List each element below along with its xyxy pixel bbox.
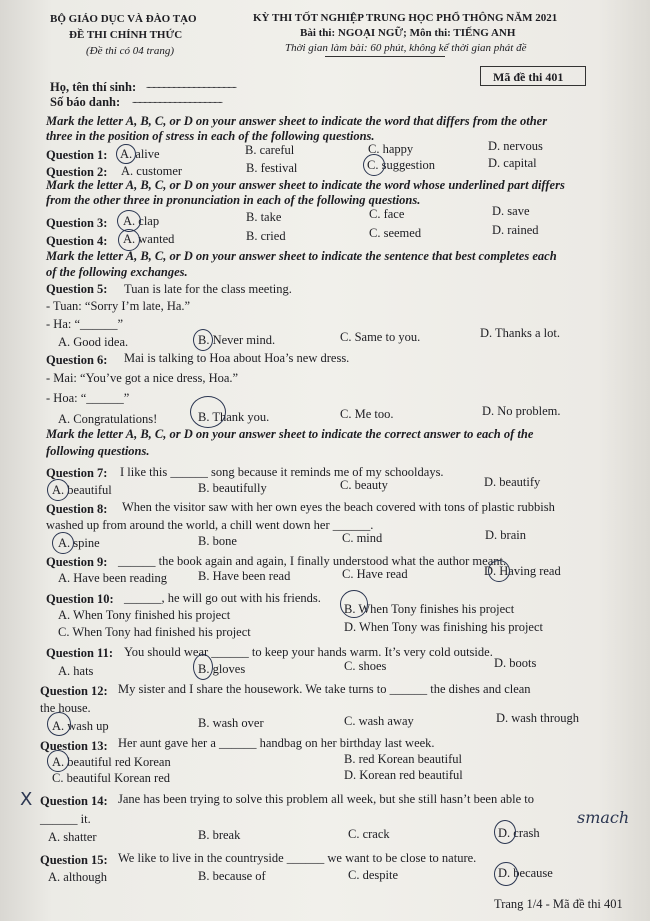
instruction-stress-1: Mark the letter A, B, C, or D on your answer sheet to indicate the word that differs from the other [46, 114, 548, 128]
q10-answer-mark [340, 590, 368, 618]
q5-option-a[interactable]: A. Good idea. [58, 335, 129, 349]
q5-dialogue-2: - Ha: “______” [46, 317, 124, 331]
q2-option-c[interactable]: C. suggestion [367, 158, 436, 172]
q7-option-a[interactable]: A. beautiful [52, 483, 112, 497]
instruction-exchange-1: Mark the letter A, B, C, or D on your answer sheet to indicate the sentence that best completes each [46, 249, 557, 263]
handwritten-note: smach [577, 808, 630, 827]
q1-label: Question 1: [46, 148, 108, 162]
q9-option-b[interactable]: B. Have been read [198, 569, 291, 583]
q5-option-c[interactable]: C. Same to you. [340, 330, 421, 344]
q13-option-d[interactable]: D. Korean red beautiful [344, 768, 463, 782]
q12-option-a[interactable]: A. wash up [52, 719, 109, 733]
q15-stem: We like to live in the countryside ______ we want to be close to nature. [118, 851, 477, 865]
q6-dialogue-1: - Mai: “You’ve got a nice dress, Hoa.” [46, 371, 239, 385]
q4-label: Question 4: [46, 234, 108, 248]
q6-label: Question 6: [46, 353, 108, 367]
q10-stem: ______, he will go out with his friends. [124, 591, 321, 605]
q1-option-d[interactable]: D. nervous [488, 139, 543, 153]
q11-option-a[interactable]: A. hats [58, 664, 94, 678]
q9-answer-mark [488, 560, 510, 582]
q5-stem: Tuan is late for the class meeting. [124, 282, 292, 296]
q1-answer-mark [116, 144, 136, 164]
q12-stem-2: the house. [40, 701, 91, 715]
q14-stem-2: ______ it. [40, 812, 91, 826]
q8-stem-1: When the visitor saw with her own eyes the beach covered with tons of plastic rubbish [122, 500, 555, 514]
q2-option-a[interactable]: A. customer [121, 164, 183, 178]
header-divider [325, 56, 445, 57]
q7-option-d[interactable]: D. beautify [484, 475, 541, 489]
q14-option-a[interactable]: A. shatter [48, 830, 97, 844]
instruction-pron-2: from the other three in pronunciation in each of the following questions. [46, 193, 421, 207]
q13-option-b[interactable]: B. red Korean beautiful [344, 752, 463, 766]
handwritten-cross: X [20, 789, 33, 810]
q6-option-a[interactable]: A. Congratulations! [58, 412, 158, 426]
q4-option-c[interactable]: C. seemed [369, 226, 422, 240]
q10-option-c[interactable]: C. When Tony had finished his project [58, 625, 251, 639]
q7-label: Question 7: [46, 466, 108, 480]
candidate-name-label: Họ, tên thí sinh: [50, 80, 137, 94]
q3-option-b[interactable]: B. take [246, 210, 282, 224]
q7-answer-mark [47, 479, 69, 501]
exam-subject: Bài thi: NGOẠI NGỮ; Môn thi: TIẾNG ANH [300, 27, 516, 39]
q1-option-c[interactable]: C. happy [368, 142, 414, 156]
exam-time: Thời gian làm bài: 60 phút, không kể thời gian phát đề [285, 42, 527, 54]
q6-answer-mark [190, 396, 226, 428]
instruction-stress-2: three in the position of stress in each of the following questions. [46, 129, 375, 143]
q6-dialogue-2: - Hoa: “______” [46, 391, 130, 405]
q14-answer-mark [494, 820, 516, 844]
q7-option-b[interactable]: B. beautifully [198, 481, 267, 495]
q14-option-b[interactable]: B. break [198, 828, 241, 842]
q4-option-d[interactable]: D. rained [492, 223, 539, 237]
official-label: ĐỀ THI CHÍNH THỨC [69, 29, 183, 41]
q1-option-b[interactable]: B. careful [245, 143, 295, 157]
q11-answer-mark [193, 654, 213, 680]
exam-title: KỲ THI TỐT NGHIỆP TRUNG HỌC PHỔ THÔNG NĂM 2021 [253, 12, 558, 24]
exam-code: Mã đề thi 401 [493, 70, 564, 84]
q13-option-a[interactable]: A. beautiful red Korean [52, 755, 171, 769]
q12-option-b[interactable]: B. wash over [198, 716, 264, 730]
q5-option-b[interactable]: B. Never mind. [198, 333, 276, 347]
q4-option-a[interactable]: A. wanted [123, 232, 175, 246]
q11-option-d[interactable]: D. boots [494, 656, 537, 670]
q10-option-d[interactable]: D. When Tony was finishing his project [344, 620, 543, 634]
pages-note: (Đề thi có 04 trang) [86, 45, 174, 57]
q12-label: Question 12: [40, 684, 108, 698]
instruction-pron-1: Mark the letter A, B, C, or D on your answer sheet to indicate the word whose underlined part differs [46, 178, 565, 192]
q4-answer-mark [118, 229, 140, 251]
q9-option-a[interactable]: A. Have been reading [58, 571, 167, 585]
q13-option-c[interactable]: C. beautiful Korean red [52, 771, 171, 785]
q14-option-d[interactable]: D. crash [498, 826, 540, 840]
q2-option-d[interactable]: D. capital [488, 156, 537, 170]
instruction-correct-1: Mark the letter A, B, C, or D on your answer sheet to indicate the correct answer to each of the [46, 427, 534, 441]
q11-stem: You should wear ______ to keep your hands warm. It’s very cold outside. [124, 645, 493, 659]
q15-answer-mark [494, 862, 518, 886]
q9-option-d[interactable]: D. Having read [484, 564, 561, 578]
q13-label: Question 13: [40, 739, 108, 753]
q11-option-b[interactable]: B. gloves [198, 662, 246, 676]
instruction-correct-2: following questions. [46, 444, 150, 458]
q6-option-b[interactable]: B. Thank you. [198, 410, 270, 424]
instruction-exchange-2: of the following exchanges. [46, 265, 188, 279]
q3-label: Question 3: [46, 216, 108, 230]
q14-label: Question 14: [40, 794, 108, 808]
q3-option-a[interactable]: A. clap [123, 214, 160, 228]
q8-option-c[interactable]: C. mind [342, 531, 383, 545]
ministry-name: BỘ GIÁO DỤC VÀ ĐÀO TẠO [50, 13, 197, 25]
q1-option-a[interactable]: A. alive [120, 147, 160, 161]
q13-answer-mark [47, 750, 69, 772]
q2-label: Question 2: [46, 165, 108, 179]
q8-option-a[interactable]: A. spine [58, 536, 100, 550]
q15-option-c[interactable]: C. despite [348, 868, 398, 882]
q8-option-d[interactable]: D. brain [485, 528, 526, 542]
q6-option-c[interactable]: C. Me too. [340, 407, 394, 421]
q15-option-d[interactable]: D. because [498, 866, 553, 880]
q3-option-d[interactable]: D. save [492, 204, 530, 218]
candidate-name-dots: ........................................................................ [146, 80, 236, 90]
q9-stem: ______ the book again and again, I finally understood what the author meant. [118, 554, 507, 568]
q8-stem-2: washed up from around the world, a chill went down her ______. [46, 518, 374, 532]
q12-option-d[interactable]: D. wash through [496, 711, 579, 725]
q7-option-c[interactable]: C. beauty [340, 478, 388, 492]
q10-option-a[interactable]: A. When Tony finished his project [58, 608, 231, 622]
page-footer: Trang 1/4 - Mã đề thi 401 [494, 897, 623, 911]
q15-label: Question 15: [40, 853, 108, 867]
candidate-id-dots: ........................................................................ [132, 95, 222, 105]
q13-stem: Her aunt gave her a ______ handbag on her birthday last week. [118, 736, 435, 750]
q5-option-d[interactable]: D. Thanks a lot. [480, 326, 560, 340]
q9-label: Question 9: [46, 555, 108, 569]
q2-answer-mark [363, 154, 385, 176]
q11-option-c[interactable]: C. shoes [344, 659, 387, 673]
q9-option-c[interactable]: C. Have read [342, 567, 408, 581]
q14-option-c[interactable]: C. crack [348, 827, 390, 841]
q10-option-b[interactable]: B. When Tony finishes his project [344, 602, 515, 616]
q15-option-a[interactable]: A. although [48, 870, 108, 884]
q11-label: Question 11: [46, 646, 114, 660]
q5-dialogue-1: - Tuan: “Sorry I’m late, Ha.” [46, 299, 191, 313]
q3-option-c[interactable]: C. face [369, 207, 405, 221]
q5-label: Question 5: [46, 282, 108, 296]
q6-option-d[interactable]: D. No problem. [482, 404, 561, 418]
q12-option-c[interactable]: C. wash away [344, 714, 414, 728]
q6-stem: Mai is talking to Hoa about Hoa’s new dress. [124, 351, 350, 365]
q8-label: Question 8: [46, 502, 108, 516]
q12-answer-mark [47, 712, 71, 736]
candidate-id-label: Số báo danh: [50, 95, 121, 109]
q5-answer-mark [193, 329, 213, 351]
q8-option-b[interactable]: B. bone [198, 534, 237, 548]
q15-option-b[interactable]: B. because of [198, 869, 266, 883]
q12-stem-1: My sister and I share the housework. We take turns to ______ the dishes and clean [118, 682, 531, 696]
q4-option-b[interactable]: B. cried [246, 229, 286, 243]
q10-label: Question 10: [46, 592, 114, 606]
q7-stem: I like this ______ song because it reminds me of my schooldays. [120, 465, 444, 479]
q8-answer-mark [52, 532, 74, 554]
q2-option-b[interactable]: B. festival [246, 161, 298, 175]
q14-stem-1: Jane has been trying to solve this problem all week, but she still hasn’t been able to [118, 792, 534, 806]
